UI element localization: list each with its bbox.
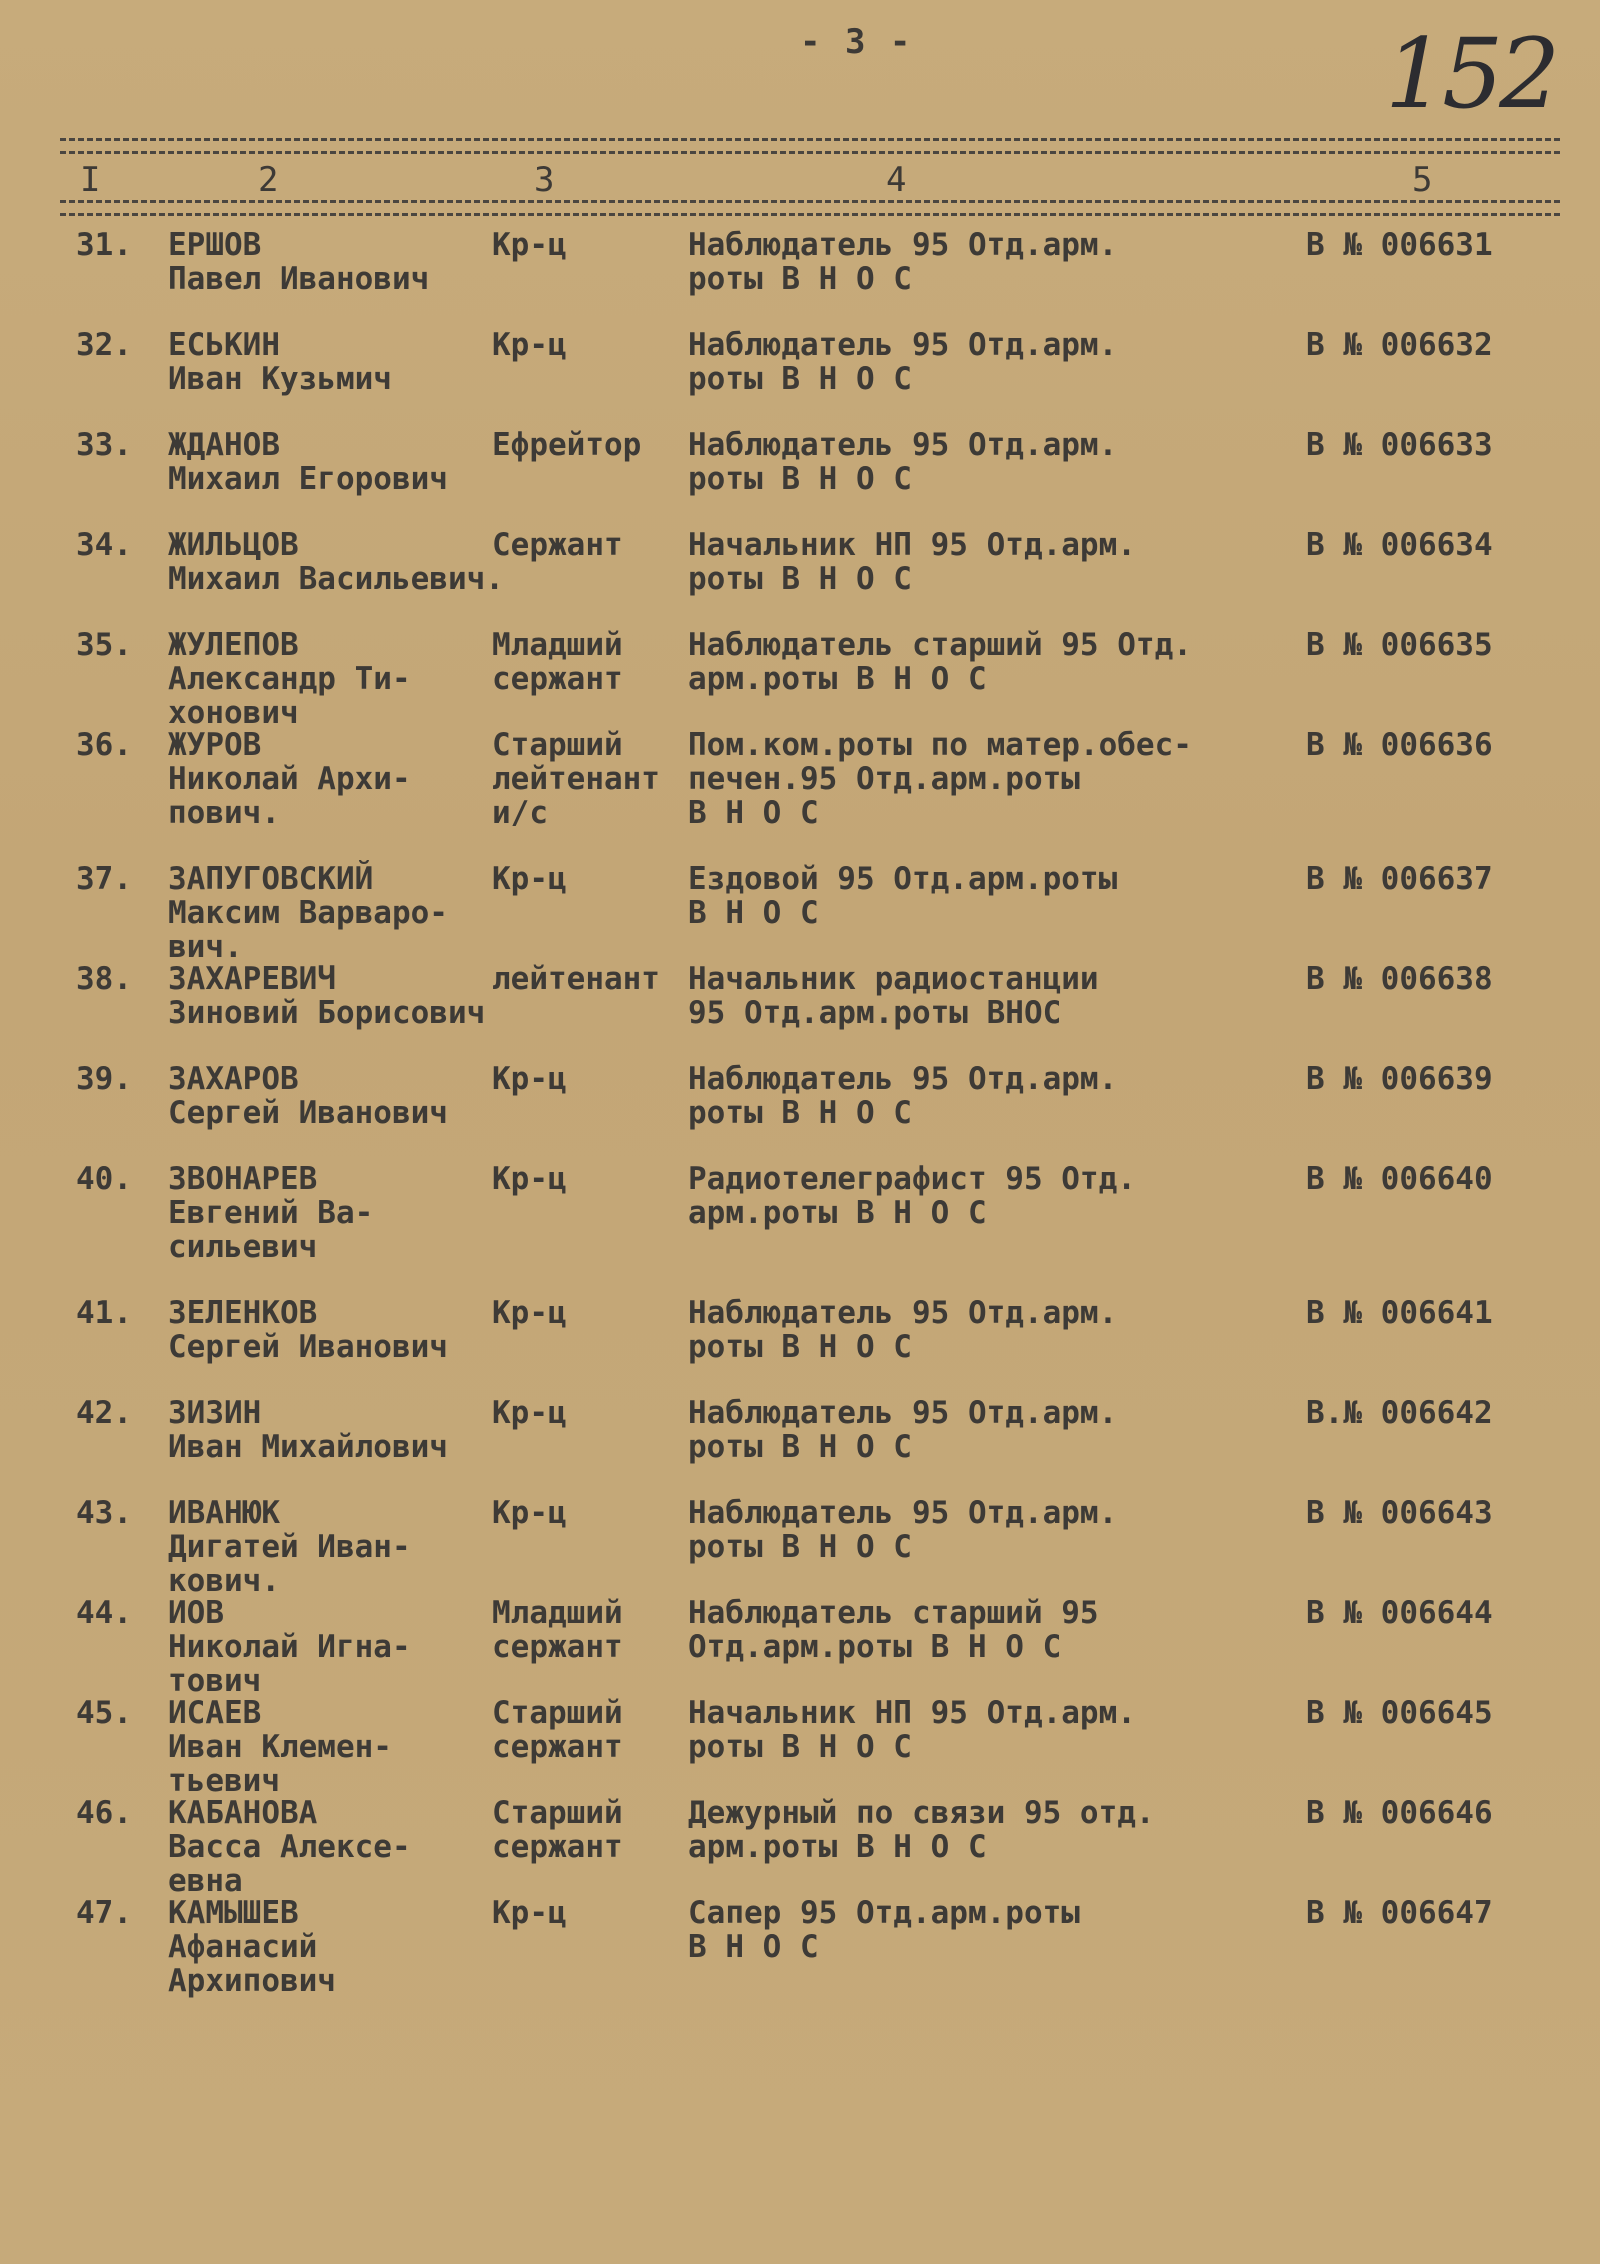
entry-document-number: В № 006636: [1306, 727, 1493, 763]
entry-position: Дежурный по связи 95 отд.: [688, 1795, 1155, 1831]
entry-position: роты В Н О С: [688, 1529, 912, 1565]
entry-position: Наблюдатель 95 Отд.арм.: [688, 1295, 1118, 1331]
entry-given-name: пович.: [168, 795, 280, 831]
entry-given-name: Максим Варваро-: [168, 895, 448, 931]
entry-number: 46.: [76, 1795, 132, 1831]
entry-rank: Кр-ц: [492, 1495, 567, 1531]
entry-position: арм.роты В Н О С: [688, 661, 987, 697]
entry-position: Начальник радиостанции: [688, 961, 1099, 997]
entry-given-name: Архипович: [168, 1963, 336, 1999]
entry-surname: ЖДАНОВ: [168, 427, 280, 463]
entry-document-number: В № 006634: [1306, 527, 1493, 563]
entry-rank: Младший: [492, 627, 623, 663]
entry-document-number: В № 006647: [1306, 1895, 1493, 1931]
entry-document-number: В.№ 006642: [1306, 1395, 1493, 1431]
entry-number: 31.: [76, 227, 132, 263]
entry-surname: ИОВ: [168, 1595, 224, 1631]
entry-position: роты В Н О С: [688, 1329, 912, 1365]
entry-surname: КАБАНОВА: [168, 1795, 318, 1831]
entry-rank: Старший: [492, 727, 623, 763]
entry-rank: лейтенант: [492, 761, 660, 797]
entry-rank: Сержант: [492, 527, 623, 563]
header-rule-bottom: [60, 200, 1560, 216]
entry-position: Наблюдатель старший 95 Отд.: [688, 627, 1192, 663]
entry-given-name: хонович: [168, 695, 299, 731]
entry-given-name: Михаил Егорович: [168, 461, 448, 497]
column-number-4: 4: [886, 160, 907, 200]
entry-surname: ЖУРОВ: [168, 727, 262, 763]
entry-rank: сержант: [492, 661, 623, 697]
entry-position: Отд.арм.роты В Н О С: [688, 1629, 1062, 1665]
entry-document-number: В № 006640: [1306, 1161, 1493, 1197]
entry-given-name: Васса Алексе-: [168, 1829, 411, 1865]
entry-position: роты В Н О С: [688, 361, 912, 397]
entry-position: Наблюдатель 95 Отд.арм.: [688, 1061, 1118, 1097]
entry-given-name: Михаил Васильевич.: [168, 561, 504, 597]
entry-number: 41.: [76, 1295, 132, 1331]
entry-rank: Кр-ц: [492, 227, 567, 263]
entry-rank: Кр-ц: [492, 1295, 567, 1331]
entry-position: Сапер 95 Отд.арм.роты: [688, 1895, 1080, 1931]
entry-rank: Старший: [492, 1795, 623, 1831]
entry-rank: Кр-ц: [492, 1395, 567, 1431]
entry-document-number: В № 006637: [1306, 861, 1493, 897]
entry-number: 44.: [76, 1595, 132, 1631]
entry-given-name: Николай Архи-: [168, 761, 411, 797]
column-number-3: 3: [534, 160, 555, 200]
entry-position: В Н О С: [688, 795, 819, 831]
entry-number: 32.: [76, 327, 132, 363]
entry-surname: ИСАЕВ: [168, 1695, 262, 1731]
entry-rank: Кр-ц: [492, 1061, 567, 1097]
entry-number: 38.: [76, 961, 132, 997]
entry-position: арм.роты В Н О С: [688, 1195, 987, 1231]
entry-given-name: Иван Клемен-: [168, 1729, 392, 1765]
entry-rank: Старший: [492, 1695, 623, 1731]
entry-position: Наблюдатель 95 Отд.арм.: [688, 1495, 1118, 1531]
entry-position: Радиотелеграфист 95 Отд.: [688, 1161, 1136, 1197]
page-number: - 3 -: [800, 22, 913, 62]
entry-given-name: сильевич: [168, 1229, 318, 1265]
entry-document-number: В № 006639: [1306, 1061, 1493, 1097]
entry-number: 33.: [76, 427, 132, 463]
entry-surname: ИВАНЮК: [168, 1495, 280, 1531]
entry-given-name: Николай Игна-: [168, 1629, 411, 1665]
entry-number: 45.: [76, 1695, 132, 1731]
entry-surname: КАМЫШЕВ: [168, 1895, 299, 1931]
entry-position: роты В Н О С: [688, 1095, 912, 1131]
entry-surname: ЗВОНАРЕВ: [168, 1161, 318, 1197]
entry-surname: ЗАПУГОВСКИЙ: [168, 861, 374, 897]
column-number-1: I: [80, 160, 101, 200]
entry-document-number: В № 006638: [1306, 961, 1493, 997]
entry-position: арм.роты В Н О С: [688, 1829, 987, 1865]
entry-rank: лейтенант: [492, 961, 660, 997]
entry-document-number: В № 006644: [1306, 1595, 1493, 1631]
entry-position: Наблюдатель 95 Отд.арм.: [688, 1395, 1118, 1431]
entry-rank: Ефрейтор: [492, 427, 642, 463]
entry-given-name: Сергей Иванович: [168, 1095, 448, 1131]
entry-number: 34.: [76, 527, 132, 563]
entry-document-number: В № 006635: [1306, 627, 1493, 663]
entry-number: 39.: [76, 1061, 132, 1097]
column-number-2: 2: [258, 160, 279, 200]
entry-surname: ЗАХАРОВ: [168, 1061, 299, 1097]
entry-position: роты В Н О С: [688, 461, 912, 497]
entry-rank: Кр-ц: [492, 327, 567, 363]
entry-given-name: Афанасий: [168, 1929, 318, 1965]
entry-surname: ЗИЗИН: [168, 1395, 262, 1431]
entry-number: 42.: [76, 1395, 132, 1431]
entry-position: Наблюдатель 95 Отд.арм.: [688, 427, 1118, 463]
entry-given-name: Иван Михайлович: [168, 1429, 448, 1465]
entry-position: печен.95 Отд.арм.роты: [688, 761, 1080, 797]
entry-given-name: Сергей Иванович: [168, 1329, 448, 1365]
entry-position: роты В Н О С: [688, 1729, 912, 1765]
entry-number: 40.: [76, 1161, 132, 1197]
entry-document-number: В № 006646: [1306, 1795, 1493, 1831]
entry-given-name: тович: [168, 1663, 262, 1699]
entry-number: 37.: [76, 861, 132, 897]
entry-rank: Кр-ц: [492, 1895, 567, 1931]
entry-position: В Н О С: [688, 895, 819, 931]
entry-document-number: В № 006645: [1306, 1695, 1493, 1731]
entry-document-number: В № 006631: [1306, 227, 1493, 263]
entry-given-name: Александр Ти-: [168, 661, 411, 697]
entry-rank: Кр-ц: [492, 1161, 567, 1197]
entry-number: 36.: [76, 727, 132, 763]
entry-rank: сержант: [492, 1729, 623, 1765]
entry-given-name: Иван Кузьмич: [168, 361, 392, 397]
entry-surname: ЕРШОВ: [168, 227, 262, 263]
entry-surname: ЖУЛЕПОВ: [168, 627, 299, 663]
entry-position: Начальник НП 95 Отд.арм.: [688, 527, 1136, 563]
entry-position: роты В Н О С: [688, 1429, 912, 1465]
entry-rank: и/с: [492, 795, 548, 831]
entry-given-name: Дигатей Иван-: [168, 1529, 411, 1565]
entry-position: роты В Н О С: [688, 261, 912, 297]
entry-rank: сержант: [492, 1829, 623, 1865]
entry-number: 47.: [76, 1895, 132, 1931]
entry-position: роты В Н О С: [688, 561, 912, 597]
entry-surname: ЕСЬКИН: [168, 327, 280, 363]
entry-number: 35.: [76, 627, 132, 663]
entry-surname: ЗАХАРЕВИЧ: [168, 961, 336, 997]
entry-position: Наблюдатель старший 95: [688, 1595, 1099, 1631]
entry-position: Наблюдатель 95 Отд.арм.: [688, 227, 1118, 263]
entry-rank: Кр-ц: [492, 861, 567, 897]
entry-document-number: В № 006633: [1306, 427, 1493, 463]
entry-document-number: В № 006643: [1306, 1495, 1493, 1531]
entry-position: Наблюдатель 95 Отд.арм.: [688, 327, 1118, 363]
entry-number: 43.: [76, 1495, 132, 1531]
header-rule-top: [60, 138, 1560, 154]
column-number-5: 5: [1412, 160, 1433, 200]
entry-surname: ЖИЛЬЦОВ: [168, 527, 299, 563]
entry-rank: сержант: [492, 1629, 623, 1665]
entry-given-name: Зиновий Борисович: [168, 995, 486, 1031]
entry-given-name: кович.: [168, 1563, 280, 1599]
entry-given-name: евна: [168, 1863, 243, 1899]
entry-given-name: Павел Иванович: [168, 261, 430, 297]
entry-position: 95 Отд.арм.роты ВНОС: [688, 995, 1062, 1031]
entry-position: В Н О С: [688, 1929, 819, 1965]
entry-given-name: Евгений Ва-: [168, 1195, 374, 1231]
entry-position: Ездовой 95 Отд.арм.роты: [688, 861, 1118, 897]
entry-document-number: В № 006641: [1306, 1295, 1493, 1331]
archive-number: 152: [1385, 18, 1557, 130]
entry-given-name: вич.: [168, 929, 243, 965]
entry-given-name: тьевич: [168, 1763, 280, 1799]
entry-position: Начальник НП 95 Отд.арм.: [688, 1695, 1136, 1731]
entry-document-number: В № 006632: [1306, 327, 1493, 363]
entry-surname: ЗЕЛЕНКОВ: [168, 1295, 318, 1331]
entry-rank: Младший: [492, 1595, 623, 1631]
entry-position: Пом.ком.роты по матер.обес-: [688, 727, 1192, 763]
